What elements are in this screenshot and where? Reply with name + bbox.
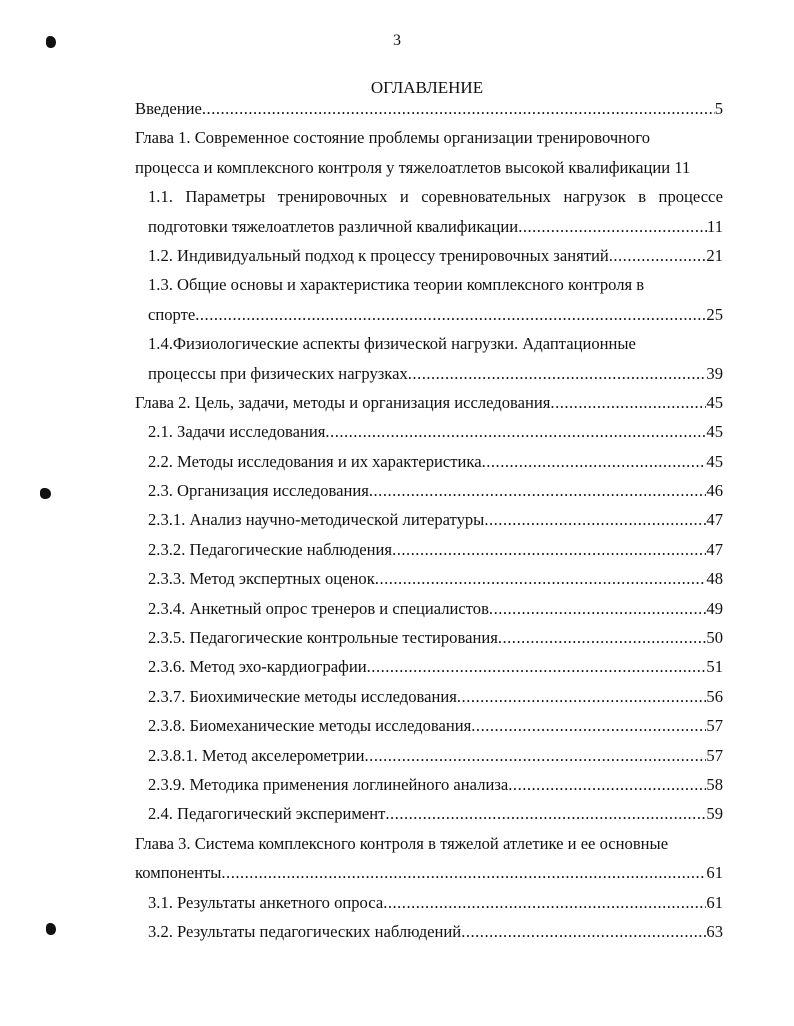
toc-entry-text: Введение — [135, 99, 202, 118]
toc-entry[interactable] — [135, 829, 723, 858]
dot-leader — [498, 623, 707, 652]
toc-page-number: 45 — [706, 451, 723, 471]
toc-entry[interactable] — [135, 270, 723, 299]
toc-page-number: 25 — [706, 304, 723, 324]
toc-page-number: 50 — [706, 628, 723, 648]
toc-entry-text: 1.3. Общие основы и характеристика теории комплексного контроля в — [148, 275, 645, 295]
toc-page-number: 21 — [706, 245, 723, 265]
scan-speck — [46, 923, 56, 935]
toc-entry[interactable] — [135, 241, 723, 270]
toc-entry-text: спорте — [148, 304, 196, 324]
toc-entry-text: 2.3.7. Биохимические методы исследования — [148, 686, 457, 706]
toc-entry[interactable] — [135, 182, 723, 211]
toc-page-number: 48 — [706, 569, 723, 589]
dot-leader — [484, 505, 706, 534]
table-of-contents — [135, 94, 723, 946]
toc-page-number: 45 — [706, 422, 723, 442]
toc-page-number: 57 — [706, 716, 723, 736]
toc-entry[interactable] — [135, 917, 723, 946]
toc-entry[interactable] — [135, 799, 723, 828]
toc-entry[interactable] — [135, 682, 723, 711]
toc-entry[interactable] — [135, 123, 723, 152]
toc-entry[interactable] — [135, 652, 723, 681]
toc-entry-text: процессы при физических нагрузках — [148, 363, 408, 383]
toc-entry[interactable] — [135, 359, 723, 388]
dot-leader — [367, 652, 707, 681]
toc-entry-text: 2.3.8. Биомеханические методы исследования — [148, 716, 472, 736]
dot-leader — [195, 300, 706, 329]
toc-entry[interactable] — [135, 594, 723, 623]
toc-entry[interactable] — [135, 388, 723, 417]
toc-entry[interactable] — [135, 711, 723, 740]
toc-page-number: 39 — [706, 363, 723, 383]
toc-entry[interactable] — [135, 329, 723, 358]
toc-entry-text: Глава 2. Цель, задачи, методы и организация исследования — [135, 392, 551, 412]
dot-leader — [457, 682, 707, 711]
dot-leader — [385, 799, 706, 828]
dot-leader — [221, 858, 706, 887]
dot-leader — [508, 770, 706, 799]
dot-leader — [392, 535, 706, 564]
toc-entry[interactable] — [135, 476, 723, 505]
toc-page-number: 63 — [706, 921, 723, 941]
dot-leader — [202, 94, 715, 123]
toc-page-number: 58 — [706, 774, 723, 794]
dot-leader — [365, 741, 707, 770]
toc-entry-text: 2.4. Педагогический эксперимент — [148, 804, 386, 824]
dot-leader — [518, 212, 707, 241]
toc-entry[interactable] — [135, 623, 723, 652]
toc-page-number: 49 — [706, 598, 723, 618]
toc-entry-text: 2.3.2. Педагогические наблюдения — [148, 539, 393, 559]
toc-page-number: 45 — [706, 392, 723, 412]
page-number: 3 — [393, 32, 401, 49]
toc-entry-text: 3.2. Результаты педагогических наблюдений — [148, 921, 462, 941]
toc-entry[interactable] — [135, 447, 723, 476]
toc-entry-text: 2.2. Методы исследования и их характеристика — [148, 451, 482, 471]
toc-title: ОГЛАВЛЕНИЕ — [370, 78, 484, 97]
toc-entry-text: Глава 1. Современное состояние проблемы организации тренировочного — [135, 128, 651, 148]
toc-page-number: 57 — [706, 745, 723, 765]
scan-speck — [40, 488, 51, 499]
dot-leader — [383, 888, 706, 917]
toc-entry-text: 3.1. Результаты анкетного опроса — [148, 892, 384, 912]
toc-entry-text: Глава 3. Система комплексного контроля в тяжелой атлетике и ее основные — [135, 833, 669, 853]
toc-entry[interactable] — [135, 770, 723, 799]
toc-entry[interactable] — [135, 417, 723, 446]
toc-entry-text: 2.1. Задачи исследования — [148, 422, 326, 442]
toc-entry[interactable] — [135, 505, 723, 534]
toc-entry-text: 2.3.6. Метод эхо-кардиографии — [148, 657, 367, 677]
toc-page-number: 5 — [714, 99, 723, 118]
toc-entry[interactable] — [135, 888, 723, 917]
toc-entry[interactable] — [135, 741, 723, 770]
toc-entry-text: 1.4.Физиологические аспекты физической нагрузки. Адаптационные — [148, 334, 636, 354]
dot-leader — [482, 447, 707, 476]
toc-entry-text: компоненты — [135, 863, 222, 883]
toc-entry-text: процесса и комплексного контроля у тяжелоатлетов высокой квалификации — [135, 157, 671, 177]
toc-entry[interactable] — [135, 564, 723, 593]
toc-page-number: 51 — [706, 657, 723, 677]
toc-entry-text: 1.2. Индивидуальный подход к процессу тренировочных занятий — [148, 245, 609, 265]
toc-entry-text: 2.3.8.1. Метод акселерометрии — [148, 745, 365, 765]
dot-leader — [550, 388, 706, 417]
toc-entry-text: 2.3.4. Анкетный опрос тренеров и специалистов — [148, 598, 489, 618]
toc-entry[interactable] — [135, 300, 723, 329]
dot-leader — [461, 917, 706, 946]
toc-entry-text: 2.3.5. Педагогические контрольные тестирования — [148, 628, 498, 648]
toc-entry-text: 2.3.3. Метод экспертных оценок — [148, 569, 375, 589]
toc-page-number: 61 — [706, 863, 723, 883]
toc-entry-text: 2.3.9. Методика применения логлинейного анализа — [148, 774, 509, 794]
dot-leader — [471, 711, 706, 740]
dot-leader — [408, 359, 707, 388]
dot-leader — [609, 241, 707, 270]
toc-entry-text: 2.3.1. Анализ научно-методической литературы — [148, 510, 485, 530]
toc-entry[interactable] — [135, 94, 723, 123]
toc-page-number: 11 — [707, 216, 723, 236]
toc-page-number: 11 — [674, 157, 691, 177]
dot-leader — [369, 476, 707, 505]
toc-entry[interactable] — [135, 212, 723, 241]
toc-entry[interactable] — [135, 153, 723, 182]
toc-entry[interactable] — [135, 858, 723, 887]
toc-page-number: 47 — [706, 539, 723, 559]
toc-page-number: 61 — [706, 892, 723, 912]
toc-entry-text: 2.3. Организация исследования — [148, 481, 369, 501]
toc-page-number: 59 — [706, 804, 723, 824]
dot-leader — [375, 564, 707, 593]
toc-entry-text: 1.1. Параметры тренировочных и соревновательных нагрузок в процессе — [148, 187, 723, 207]
toc-entry[interactable] — [135, 535, 723, 564]
toc-page-number: 47 — [706, 510, 723, 530]
scan-speck — [46, 36, 56, 48]
toc-page-number: 56 — [706, 686, 723, 706]
dot-leader — [489, 594, 706, 623]
toc-page-number: 46 — [706, 481, 723, 501]
toc-entry-text: подготовки тяжелоатлетов различной квалификации — [148, 216, 519, 236]
dot-leader — [325, 417, 706, 446]
